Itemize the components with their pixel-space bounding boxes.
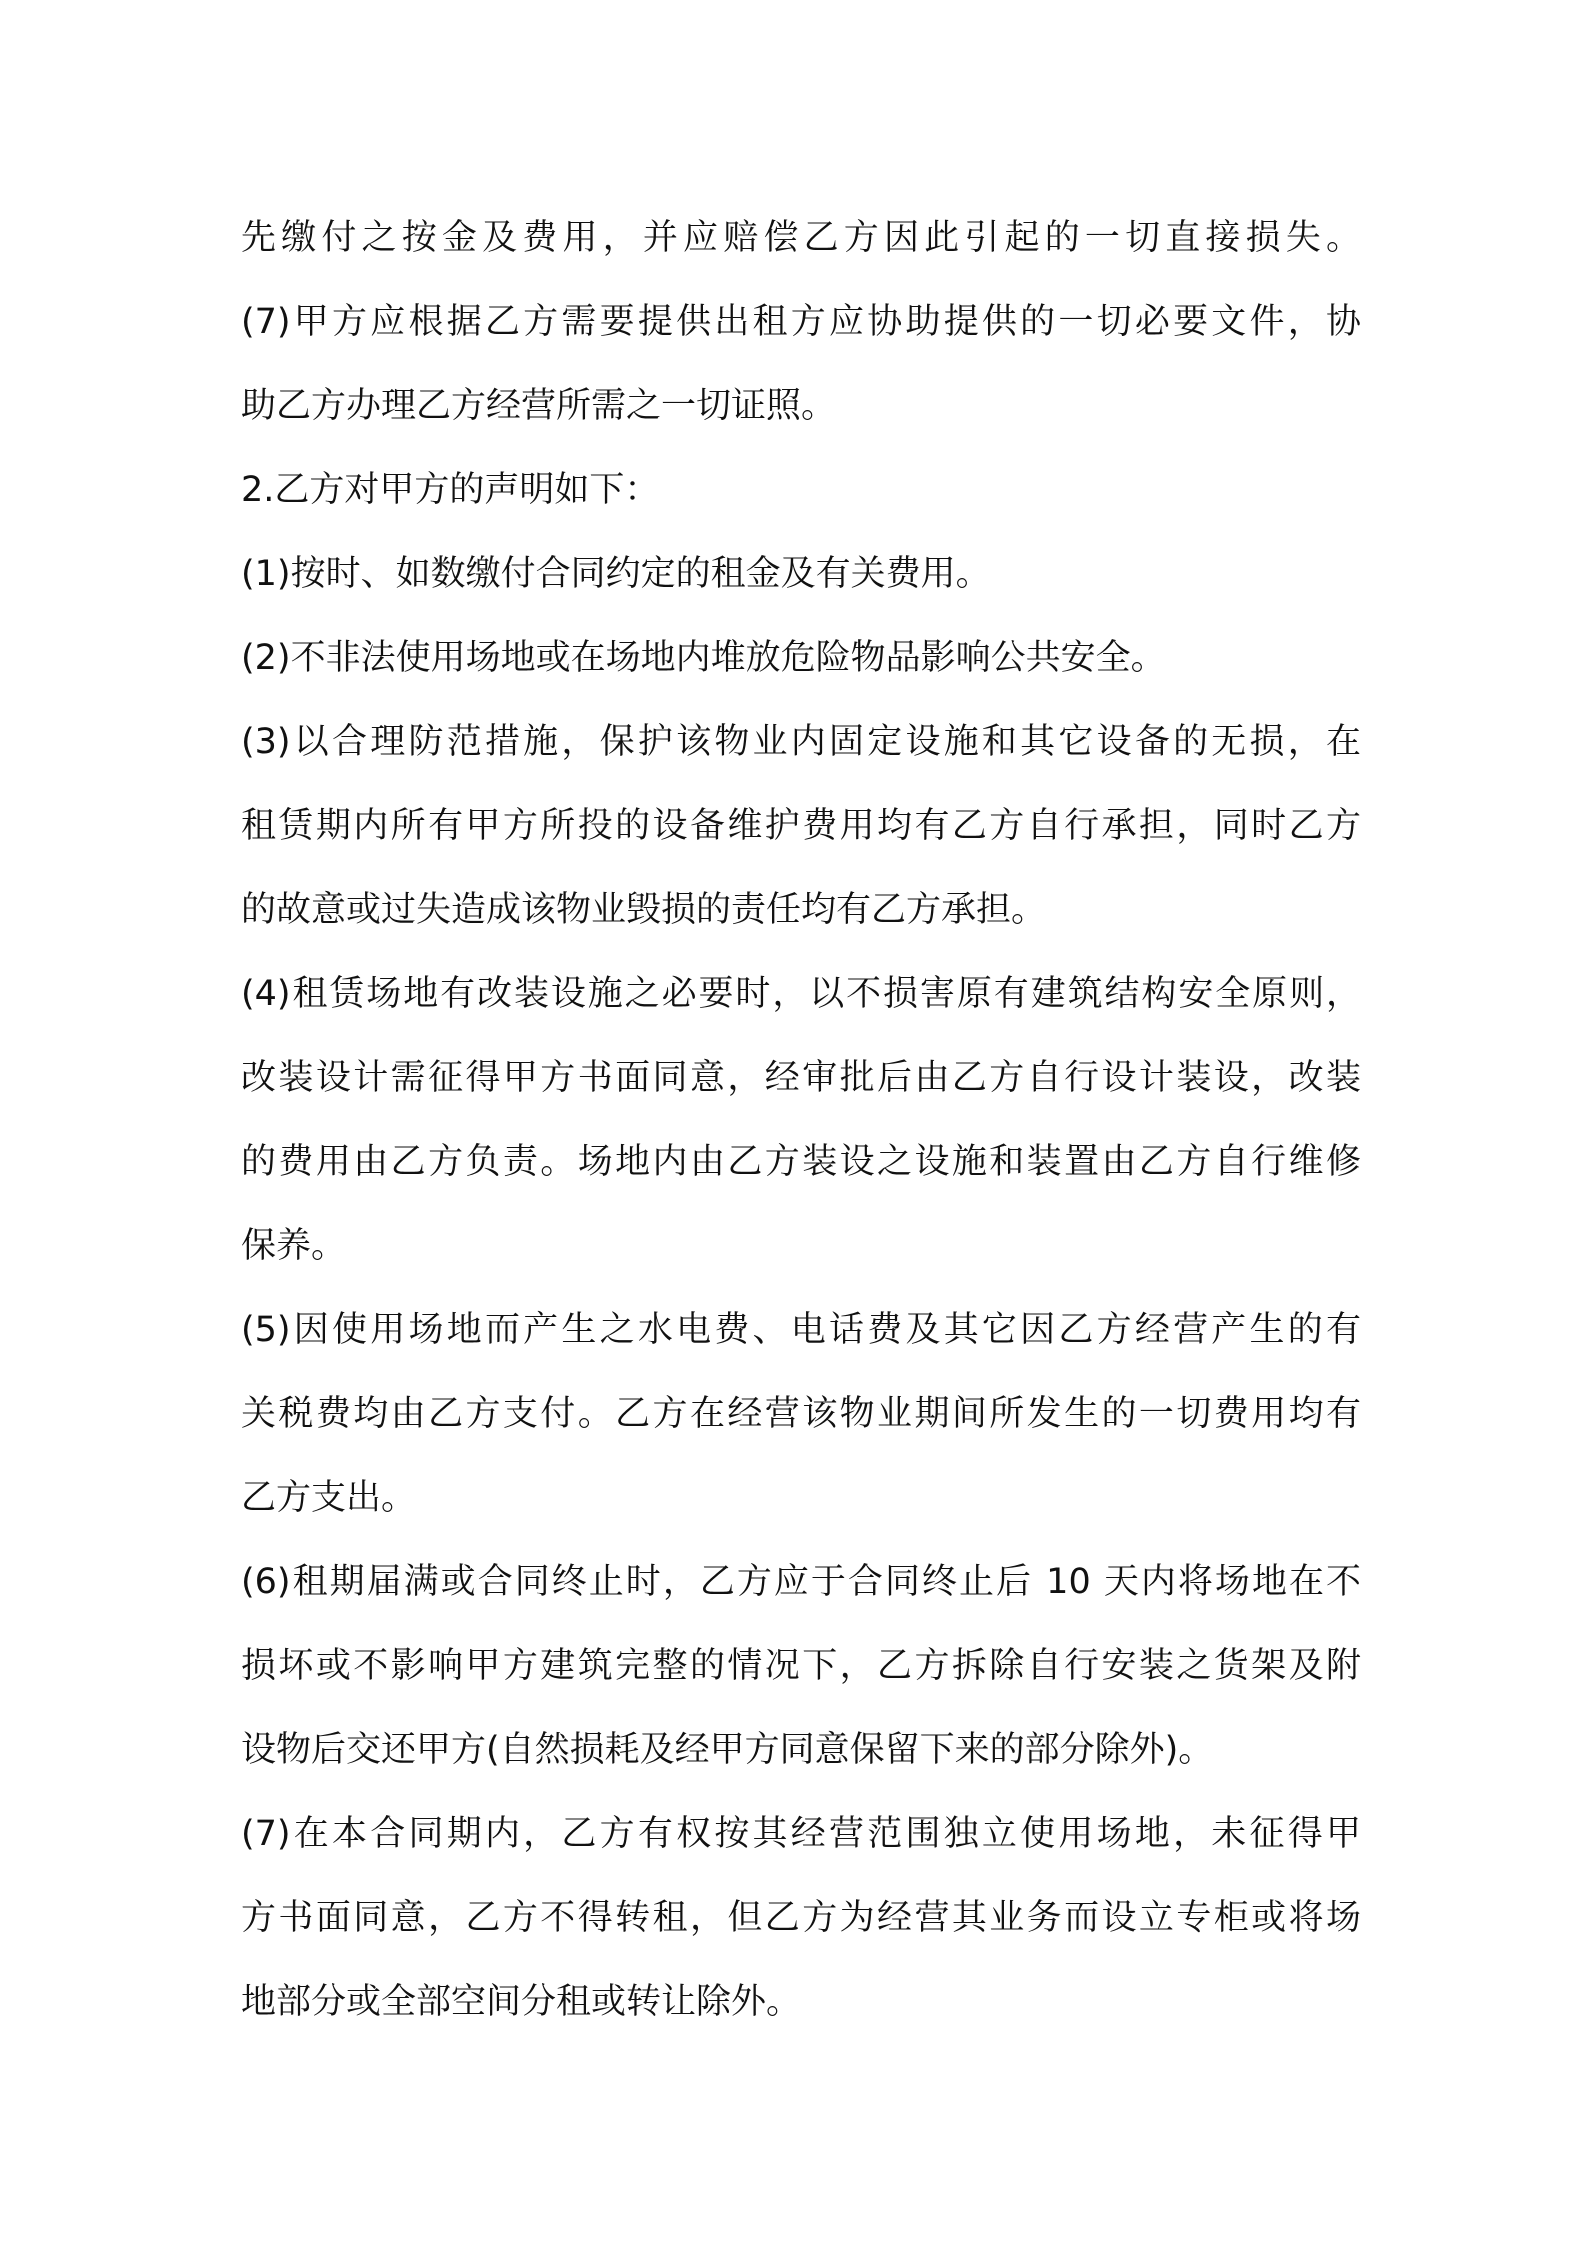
text-line: 改装设计需征得甲方书面同意，经审批后由乙方自行设计装设，改装 bbox=[241, 1058, 1361, 1098]
text-line: 的故意或过失造成该物业毁损的责任均有乙方承担。 bbox=[241, 890, 1047, 930]
text-line: (3)以合理防范措施，保护该物业内固定设施和其它设备的无损，在 bbox=[241, 722, 1361, 762]
text-line: 关税费均由乙方支付。乙方在经营该物业期间所发生的一切费用均有 bbox=[241, 1394, 1361, 1434]
text-line: (1)按时、如数缴付合同约定的租金及有关费用。 bbox=[241, 554, 991, 594]
text-line: 先缴付之按金及费用，并应赔偿乙方因此引起的一切直接损失。 bbox=[241, 218, 1361, 258]
document-body bbox=[241, 196, 1361, 2044]
text-line: (5)因使用场地而产生之水电费、电话费及其它因乙方经营产生的有 bbox=[241, 1310, 1361, 1350]
text-line: 租赁期内所有甲方所投的设备维护费用均有乙方自行承担，同时乙方 bbox=[241, 806, 1361, 846]
text-line: (2)不非法使用场地或在场地内堆放危险物品影响公共安全。 bbox=[241, 638, 1166, 678]
text-line: 乙方支出。 bbox=[241, 1478, 417, 1518]
text-line: 损坏或不影响甲方建筑完整的情况下，乙方拆除自行安装之货架及附 bbox=[241, 1646, 1361, 1686]
text-line: 地部分或全部空间分租或转让除外。 bbox=[241, 1982, 802, 2022]
section-heading: 2.乙方对甲方的声明如下： bbox=[241, 470, 660, 510]
text-line: 方书面同意，乙方不得转租，但乙方为经营其业务而设立专柜或将场 bbox=[241, 1898, 1361, 1938]
text-line: (4)租赁场地有改装设施之必要时，以不损害原有建筑结构安全原则， bbox=[241, 974, 1361, 1014]
text-line: (7)甲方应根据乙方需要提供出租方应协助提供的一切必要文件，协 bbox=[241, 302, 1361, 342]
text-line: 保养。 bbox=[241, 1226, 347, 1266]
text-line: (7)在本合同期内，乙方有权按其经营范围独立使用场地，未征得甲 bbox=[241, 1814, 1361, 1854]
text-line: 助乙方办理乙方经营所需之一切证照。 bbox=[241, 386, 837, 426]
text-line: 设物后交还甲方(自然损耗及经甲方同意保留下来的部分除外)。 bbox=[241, 1730, 1214, 1770]
text-line: 的费用由乙方负责。场地内由乙方装设之设施和装置由乙方自行维修 bbox=[241, 1142, 1361, 1182]
text-line: (6)租期届满或合同终止时，乙方应于合同终止后 10 天内将场地在不 bbox=[241, 1562, 1361, 1602]
